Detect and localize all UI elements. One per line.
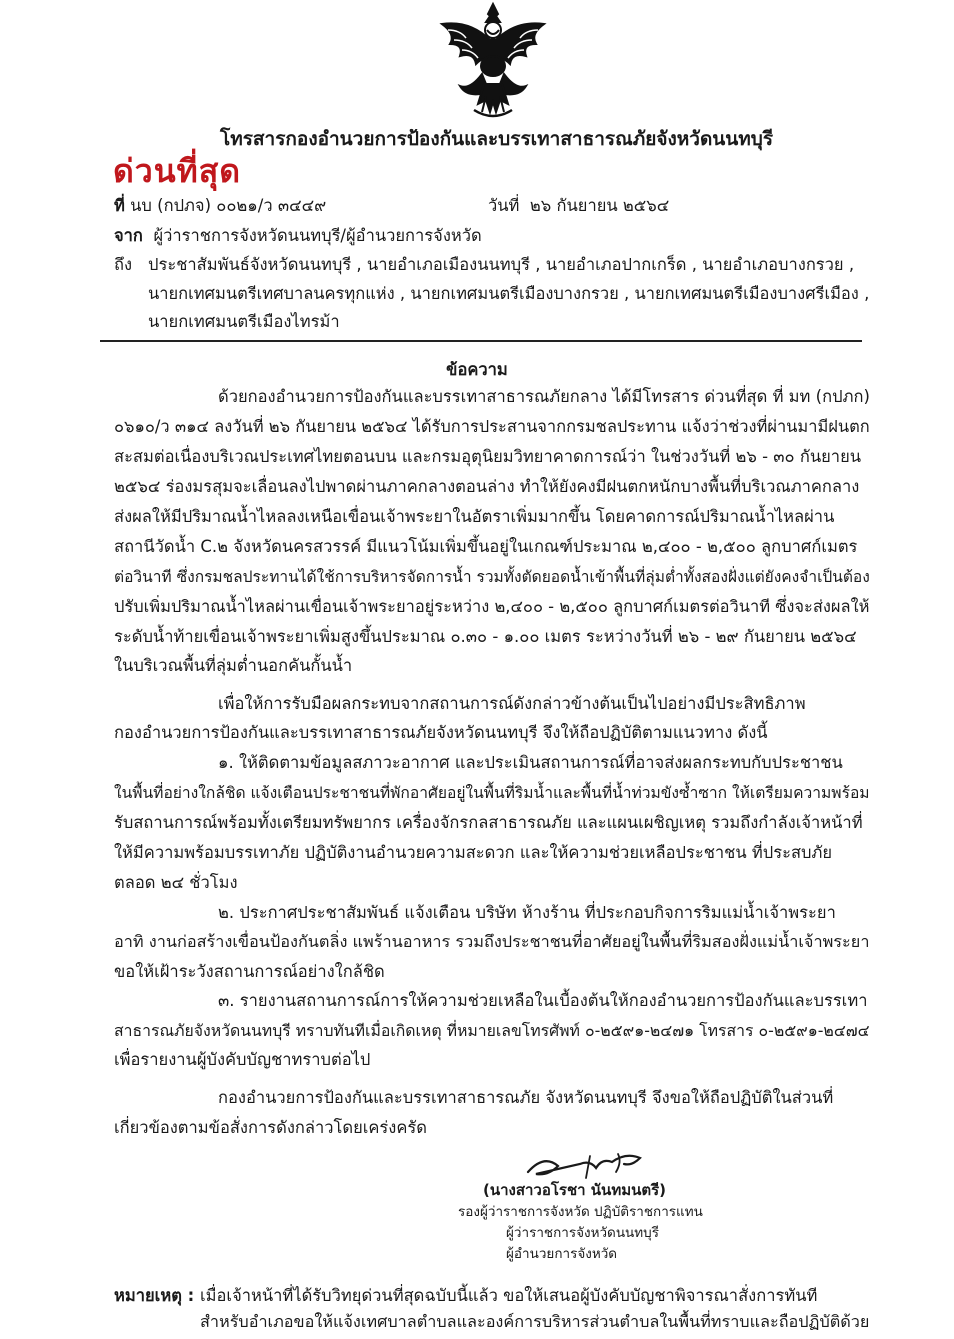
- message-heading: ข้อความ: [446, 360, 508, 379]
- urgency-stamp: ด่วนที่สุด: [113, 152, 242, 190]
- reference-label: ที่: [114, 196, 125, 215]
- list-item-line: ขอให้เฝ้าระวังสถานการณ์อย่างใกล้ชิด: [114, 962, 385, 981]
- body-line: เพื่อให้การรับมือผลกระทบจากสถานการณ์ดังกล่าวข้างต้นเป็นไปอย่างมีประสิทธิภาพ: [218, 694, 806, 713]
- date-row: [488, 193, 669, 219]
- document-title: โทรสารกองอำนวยการป้องกันและบรรเทาสาธารณภัยจังหวัดนนทบุรี: [220, 128, 774, 150]
- list-item-line: ในพื้นที่อย่างใกล้ชิด แจ้งเตือนประชาชนที่พักอาศัยอยู่ในพื้นที่ริมน้ำและพื้นที่น้ำท่วมขังซ้ำซาก ให้เตรียมความพร้อม: [114, 784, 870, 802]
- list-item-line: ๓. รายงานสถานการณ์การให้ความช่วยเหลือในเบื้องต้นให้กองอำนวยการป้องกันและบรรเทา: [218, 991, 868, 1010]
- list-item-line: เพื่อรายงานผู้บังคับบัญชาทราบต่อไป: [114, 1050, 371, 1069]
- from-label: จาก: [114, 226, 143, 245]
- recipient-line: นายกเทศมนตรีเมืองไทรม้า: [148, 312, 340, 331]
- to-label: ถึง: [114, 255, 133, 274]
- body-line: กองอำนวยการป้องกันและบรรเทาสาธารณภัยจังหวัดนนทบุรี จึงให้ถือปฏิบัติตามแนวทาง ดังนี้: [114, 723, 768, 742]
- body-line: ด้วยกองอำนวยการป้องกันและบรรเทาสาธารณภัยกลาง ได้มีโทรสาร ด่วนที่สุด ที่ มท (กปภก): [218, 387, 870, 406]
- recipient-line: ประชาสัมพันธ์จังหวัดนนทบุรี , นายอำเภอเมืองนนทบุรี , นายอำเภอปากเกร็ด , นายอำเภอบางกรวย ,: [148, 255, 855, 274]
- signatory-position: ผู้ว่าราชการจังหวัดนนทบุรี: [506, 1225, 659, 1241]
- list-item-line: อาทิ งานก่อสร้างเขื่อนป้องกันตลิ่ง แพร้านอาหาร รวมถึงประชาชนที่อาศัยอยู่ในพื้นที่ริมสองฝั่งแม่น้ำเจ้าพระยา: [114, 932, 870, 951]
- body-line: สถานีวัดน้ำ C.๒ จังหวัดนครสวรรค์ มีแนวโน้มเพิ่มขึ้นอยู่ในเกณฑ์ประมาณ ๒,๔๐๐ - ๒,๕๐๐ ลูกบาศก์เมตร: [114, 537, 858, 556]
- reference-number: นบ (กปภจ) ๐๐๒๑/ว ๓๔๔๙: [130, 196, 327, 215]
- header-divider: [100, 340, 862, 342]
- body-line: ในบริเวณพื้นที่ลุ่มต่ำนอกคันกั้นน้ำ: [114, 656, 353, 675]
- list-item-line: ๒. ประกาศประชาสัมพันธ์ แจ้งเตือน บริษัท ห้างร้าน ที่ประกอบกิจการริมแม่น้ำเจ้าพระยา: [218, 903, 836, 922]
- closing-line: กองอำนวยการป้องกันและบรรเทาสาธารณภัย จังหวัดนนทบุรี จึงขอให้ถือปฏิบัติในส่วนที่: [218, 1088, 834, 1107]
- list-item-line: รับสถานการณ์พร้อมทั้งเตรียมทรัพยากร เครื่องจักรกลสาธารณภัย และแผนเผชิญเหตุ รวมถึงกำลังเจ้าหน้าที่: [114, 813, 863, 832]
- body-line: ๐๖๑๐/ว ๓๑๔ ลงวันที่ ๒๖ กันยายน ๒๕๖๔ ได้รับการประสานจากกรมชลประทาน แจ้งว่าช่วงที่ผ่านมามีฝนตก: [114, 417, 870, 436]
- from-row: [114, 223, 482, 249]
- date-label: วันที่: [488, 196, 520, 215]
- note-label: หมายเหตุ :: [114, 1286, 195, 1305]
- reference-row: [114, 193, 326, 219]
- signatory-position: ผู้อำนวยการจังหวัด: [506, 1246, 618, 1262]
- body-line: ส่งผลให้มีปริมาณน้ำไหลลงเหนือเขื่อนเจ้าพระยาในอัตราเพิ่มมากขึ้น โดยคาดการณ์ปริมาณน้ำไหลผ่าน: [114, 507, 835, 526]
- note-line: สำหรับอำเภอขอให้แจ้งเทศบาลตำบลและองค์การบริหารส่วนตำบลในพื้นที่ทราบและถือปฏิบัติด้วย: [200, 1312, 870, 1331]
- body-line: สะสมต่อเนื่องบริเวณประเทศไทยตอนบน และกรมอุตุนิยมวิทยาคาดการณ์ว่า ในช่วงวันที่ ๒๖ - ๓๐ กันยายน: [114, 447, 862, 466]
- closing-line: เกี่ยวข้องตามข้อสั่งการดังกล่าวโดยเคร่งครัด: [114, 1118, 427, 1137]
- body-line: ระดับน้ำท้ายเขื่อนเจ้าพระยาเพิ่มสูงขึ้นประมาณ ๐.๓๐ - ๑.๐๐ เมตร ระหว่างวันที่ ๒๖ - ๒๙ กันยายน ๒๕๖๔: [114, 627, 857, 646]
- body-line: ต่อวินาที ซึ่งกรมชลประทานได้ใช้การบริหารจัดการน้ำ รวมทั้งตัดยอดน้ำเข้าพื้นที่ลุ่มต่ำทั้งสองฝั่งแต่ยังคงจำเป็นต้อง: [114, 568, 870, 586]
- signatory-name: (นางสาวอโรชา นันทมนตรี): [483, 1181, 666, 1199]
- garuda-emblem-icon: [430, 0, 556, 122]
- recipient-line: นายกเทศมนตรีเทศบาลนครทุกแห่ง , นายกเทศมนตรีเมืองบางกรวย , นายกเทศมนตรีเมืองบางศรีเมือง ,: [148, 284, 870, 303]
- signatory-position: รองผู้ว่าราชการจังหวัด ปฏิบัติราชการแทน: [458, 1204, 703, 1220]
- from-value: ผู้ว่าราชการจังหวัดนนทบุรี/ผู้อำนวยการจังหวัด: [153, 226, 482, 245]
- body-line: ๒๕๖๔ ร่องมรสุมจะเลื่อนลงไปพาดผ่านภาคกลางตอนล่าง ทำให้ยังคงมีฝนตกหนักบางพื้นที่บริเวณภาคกลาง: [114, 477, 860, 496]
- date-value: ๒๖ กันยายน ๒๕๖๔: [529, 196, 670, 215]
- list-item-line: สาธารณภัยจังหวัดนนทบุรี ทราบทันทีเมื่อเกิดเหตุ ที่หมายเลขโทรศัพท์ ๐-๒๕๙๑-๒๔๗๑ โทรสาร ๐-๒๕๙๑-๒๔๗๔: [114, 1021, 870, 1040]
- body-line: ปรับเพิ่มปริมาณน้ำไหลผ่านเขื่อนเจ้าพระยาอยู่ระหว่าง ๒,๔๐๐ - ๒,๕๐๐ ลูกบาศก์เมตรต่อวินาที ซึ่งจะส่งผลให้: [114, 597, 870, 616]
- list-item-line: ๑. ให้ติดตามข้อมูลสภาวะอากาศ และประเมินสถานการณ์ที่อาจส่งผลกระทบกับประชาชน: [218, 753, 843, 772]
- note-line: เมื่อเจ้าหน้าที่ได้รับวิทยุด่วนที่สุดฉบับนี้แล้ว ขอให้เสนอผู้บังคับบัญชาพิจารณาสั่งการทันที: [200, 1286, 818, 1305]
- list-item-line: ตลอด ๒๔ ชั่วโมง: [114, 873, 238, 892]
- list-item-line: ให้มีความพร้อมบรรเทาภัย ปฏิบัติงานอำนวยความสะดวก และให้ความช่วยเหลือประชาชน ที่ประสบภัย: [114, 843, 833, 862]
